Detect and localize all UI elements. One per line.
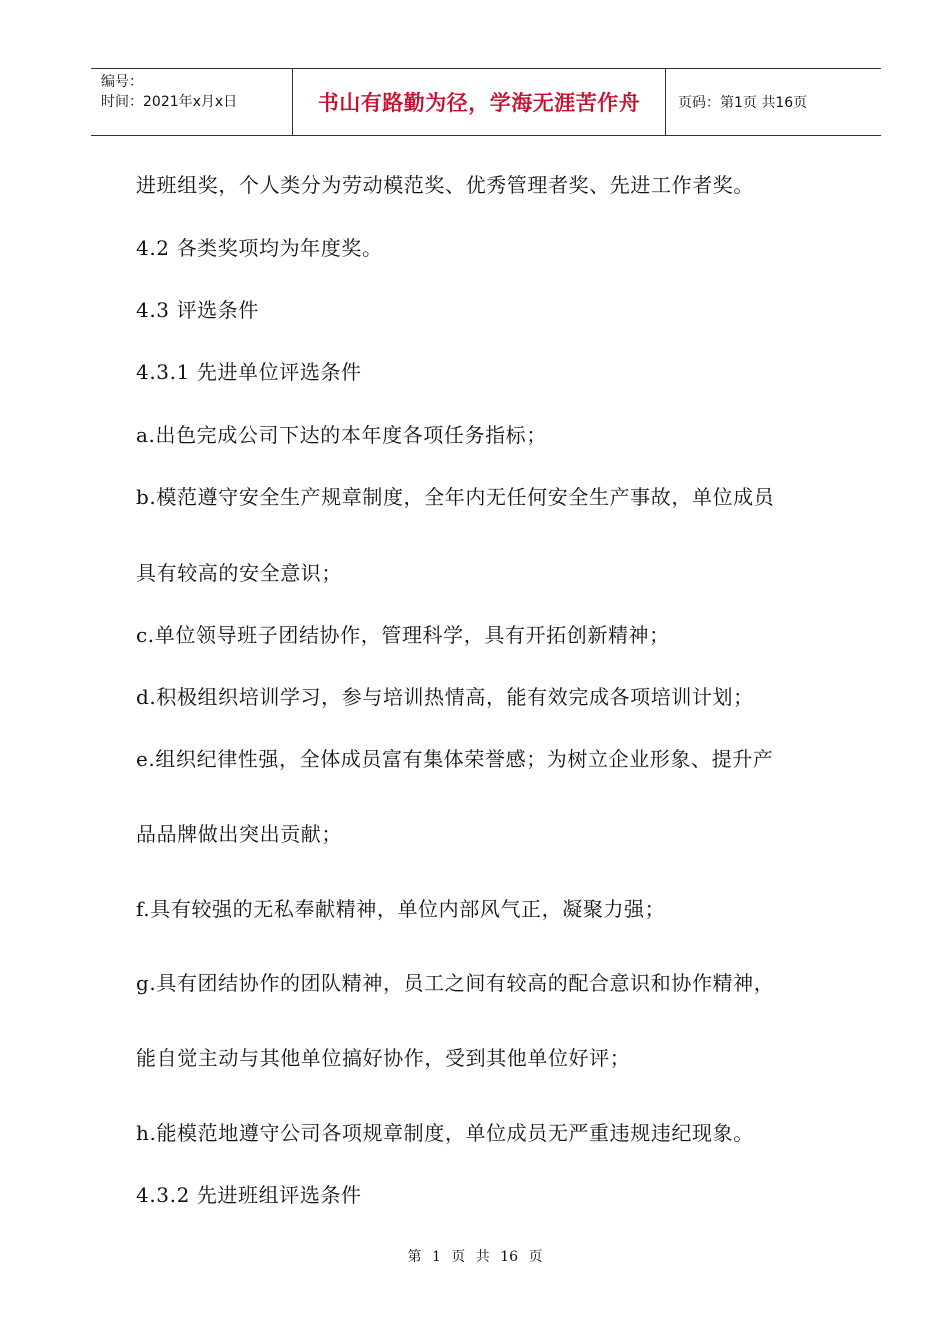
header-meta-cell [91, 69, 293, 135]
body-line-2: 4.2 各类奖项均为年度奖。 [136, 236, 383, 260]
body-line-4: 4.3.1 先进单位评选条件 [136, 360, 362, 384]
header-page-info: 页码：第1页 共16页 [678, 95, 808, 111]
body-line-5: a.出色完成公司下达的本年度各项任务指标； [136, 423, 547, 447]
body-line-8: c.单位领导班子团结协作，管理科学，具有开拓创新精神； [136, 623, 670, 647]
body-line-16: 4.3.2 先进班组评选条件 [136, 1183, 362, 1207]
document-header [91, 68, 881, 136]
body-line-3: 4.3 评选条件 [136, 298, 259, 322]
body-line-11: 品品牌做出突出贡献； [136, 822, 342, 846]
body-line-9: d.积极组织培训学习，参与培训热情高，能有效完成各项培训计划； [136, 685, 754, 709]
page-footer: 第 1 页 共 16 页 [407, 1249, 543, 1265]
body-line-10: e.组织纪律性强，全体成员富有集体荣誉感；为树立企业形象、提升产 [136, 747, 774, 771]
body-line-13: g.具有团结协作的团队精神，员工之间有较高的配合意识和协作精神， [136, 971, 775, 995]
header-number-label: 编号： [101, 74, 143, 90]
body-line-1: 进班组奖，个人类分为劳动模范奖、优秀管理者奖、先进工作者奖。 [136, 173, 754, 197]
body-line-12: f.具有较强的无私奉献精神，单位内部风气正，凝聚力强； [136, 897, 666, 921]
header-motto: 书山有路勤为径，学海无涯苦作舟 [293, 69, 666, 135]
body-line-6: b.模范遵守安全生产规章制度，全年内无任何安全生产事故，单位成员 [136, 485, 775, 509]
body-line-7: 具有较高的安全意识； [136, 561, 342, 585]
body-line-14: 能自觉主动与其他单位搞好协作，受到其他单位好评； [136, 1046, 631, 1070]
body-line-15: h.能模范地遵守公司各项规章制度，单位成员无严重违规违纪现象。 [136, 1121, 754, 1145]
header-time-label: 时间：2021年x月x日 [101, 94, 238, 110]
